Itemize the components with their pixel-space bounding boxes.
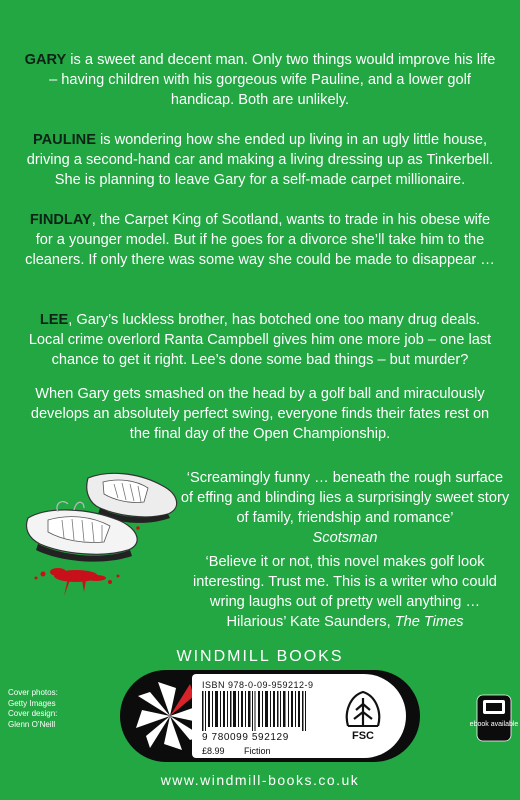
cover-credits (8, 688, 60, 730)
credit-line: Cover design: (8, 709, 58, 718)
publisher-website[interactable]: www.windmill-books.co.uk (160, 772, 360, 788)
isbn-text: ISBN 978-0-09-959212-9 (202, 680, 314, 690)
quote-source: The Times (394, 614, 464, 630)
quote-text: ‘Screamingly funny … beneath the rough surface of effing and blinding lies a surprisingly sweet story of family, friendship and romance’ (180, 470, 510, 526)
fsc-label: FSC (352, 730, 374, 742)
character-name: GARY (24, 52, 67, 68)
review-quote-2 (180, 552, 510, 632)
credit-line: Getty Images (8, 698, 56, 708)
blurb-gary (22, 50, 498, 110)
publisher-name: WINDMILL BOOKS (176, 648, 344, 665)
credit-line: Glenn O’Neill (8, 719, 56, 729)
barcode-badge (120, 670, 420, 762)
quote-source: Scotsman (312, 530, 378, 546)
blurb-pauline (22, 130, 498, 190)
blurb-lee (22, 310, 498, 370)
barcode-icon (202, 691, 306, 731)
character-name: PAULINE (32, 132, 96, 148)
blurb-text: is wondering how she ended up living in an ugly little house, driving a second-hand car and making a living dressing up as Tinkerbell. She is planning to leave Gary for a self-made carpet millionaire. (26, 132, 494, 188)
blurb-text: , the Carpet King of Scotland, wants to trade in his obese wife for a younger model. But if he goes for a divorce she’ll take him to the cleaners. If only there was some way she could be made to disappear … (25, 212, 495, 268)
credit-line: Cover photos: (8, 688, 58, 697)
blurb-findlay (22, 210, 498, 270)
blurb-text: , Gary’s luckless brother, has botched one too many drug deals. Local crime overlord Ranta Campbell gives him one more job – one last chance to get it right. Lee’s done some bad things – but murder? (28, 312, 492, 368)
character-name: FINDLAY (29, 212, 92, 228)
ebook-badge-icon (469, 694, 519, 742)
ebook-label: ebook available (469, 721, 519, 728)
quote-text: ‘Believe it or not, this novel makes golf look interesting. Trust me. This is a writer who could wring laughs out of pretty well anything … Hilarious’ (193, 554, 497, 630)
quote-author: Kate Saunders, (285, 614, 395, 630)
price-text: £8.99 (202, 746, 225, 756)
barcode-panel (192, 674, 406, 758)
blurb-summary: When Gary gets smashed on the head by a golf ball and miraculously develops an absolutely perfect swing, everyone finds their fates rest on the final day of the Open Championship. (30, 386, 490, 442)
genre-text: Fiction (244, 746, 271, 756)
blurb-text: is a sweet and decent man. Only two things would improve his life – having children with his gorgeous wife Pauline, and a lower golf handicap. Both are unlikely. (49, 52, 496, 108)
fsc-tree-icon (342, 686, 384, 742)
review-quote-1 (180, 468, 510, 548)
barcode-number: 9 780099 592129 (202, 732, 289, 743)
golf-shoes-image (18, 458, 188, 608)
character-name: LEE (39, 312, 69, 328)
